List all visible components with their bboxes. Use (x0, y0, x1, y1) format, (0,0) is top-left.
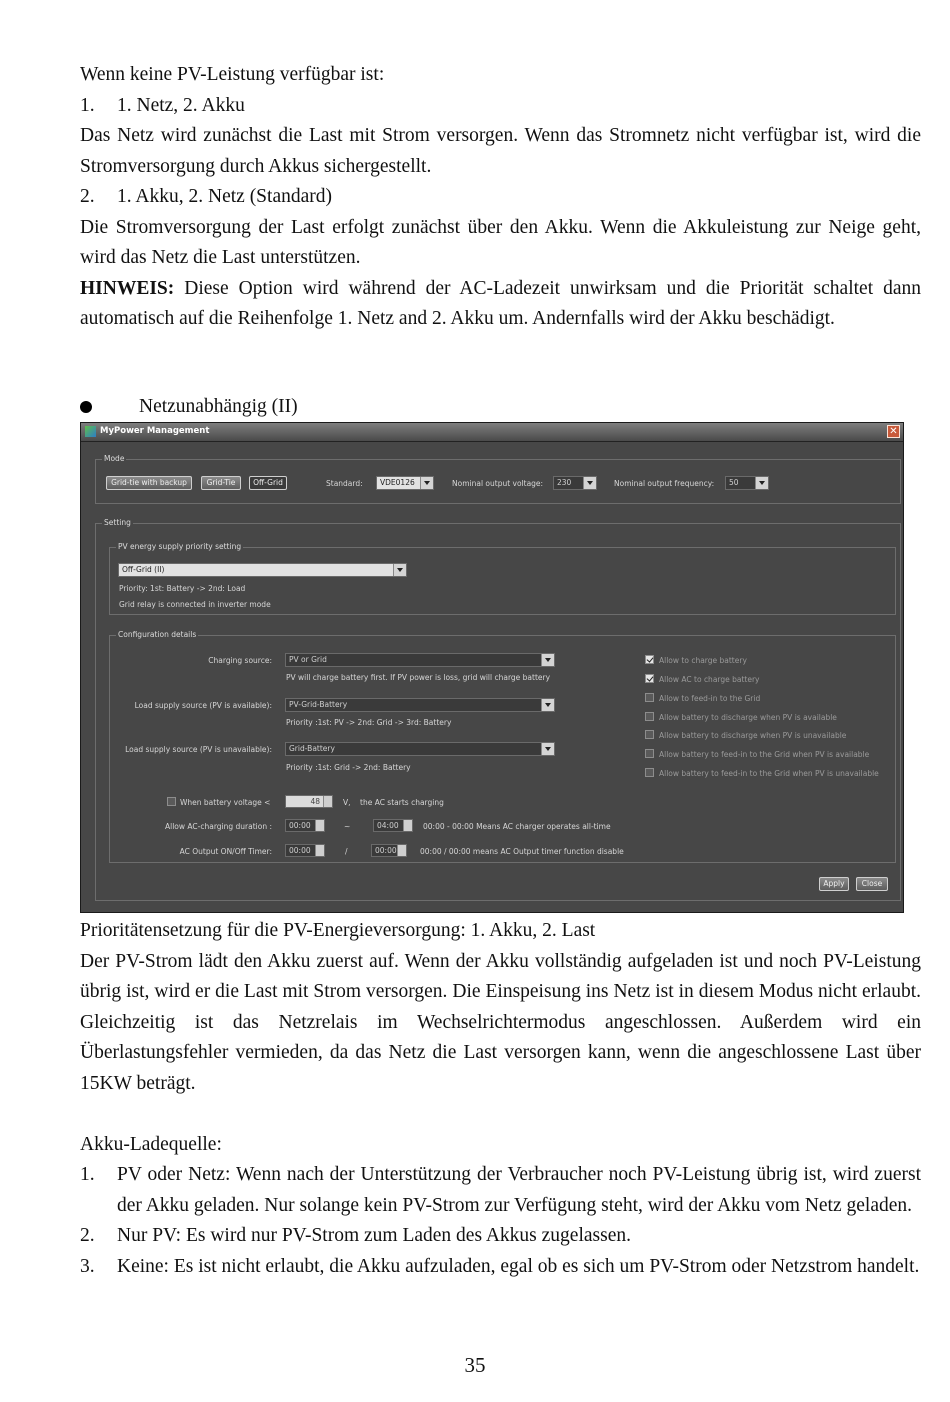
section-heading: Akku-Ladequelle: (80, 1133, 222, 1155)
bullet-label: Netzunabhängig (II) (139, 396, 298, 417)
timer-from-stepper[interactable] (285, 844, 325, 857)
paragraph: Prioritätensetzung für die PV-Energieversorgung: 1. Akku, 2. Last (80, 920, 596, 941)
intro-line: Wenn keine PV-Leistung verfügbar ist: (80, 64, 385, 85)
timer-from-value: 00:00 (289, 846, 311, 855)
battery-voltage-stepper[interactable] (285, 795, 333, 808)
ac-duration-to-stepper[interactable] (373, 819, 413, 832)
list-text: 1. Netz, 2. Akku (117, 94, 245, 116)
list-item (80, 182, 921, 213)
list-text: Nur PV: Es wird nur PV-Strom zum Laden des Akkus zugelassen. (117, 1225, 631, 1246)
list-number: 1. (80, 1164, 95, 1185)
list-number: 1. (80, 94, 95, 116)
timer-note: 00:00 / 00:00 means AC Output timer function disable (420, 847, 624, 856)
load-unavailable-note: Priority :1st: Grid -> 2nd: Battery (286, 763, 411, 772)
paragraph: Die Stromversorgung der Last erfolgt zunächst über den Akku. Wenn die Akkuleistung zur Neige geht, wird das Netz die Last unterstützen. (80, 216, 921, 268)
pv-priority-value: Off-Grid (II) (122, 565, 165, 574)
stepper-arrows-icon[interactable] (315, 845, 324, 856)
timer-to-value: 00:00 (375, 846, 397, 855)
voltage-value: 230 (557, 478, 572, 487)
timer-separator: / (345, 847, 348, 856)
chevron-down-icon (755, 477, 768, 489)
stepper-arrows-icon[interactable] (315, 820, 324, 831)
battery-voltage-label: When battery voltage < (180, 798, 271, 807)
checkbox-label: Allow battery to feed-in to the Grid when PV is available (659, 750, 870, 759)
list-number: 2. (80, 186, 95, 207)
page-number: 35 (464, 1353, 486, 1377)
battery-voltage-value: 48 (310, 797, 320, 806)
battery-voltage-unit: V, (343, 798, 351, 807)
list-text: PV oder Netz: Wenn nach der Unterstützung der Verbraucher noch PV-Leistung übrig ist, wird zuerst der Akku geladen. Nur solange kein PV-Strom zur Verfügung steht, wird der Akku vom Netz geladen. (117, 1164, 921, 1216)
ac-duration-from-stepper[interactable] (285, 819, 325, 832)
load-unavailable-select[interactable] (285, 742, 555, 756)
off-grid-button[interactable]: Off-Grid (249, 476, 287, 490)
spacer (80, 1099, 921, 1130)
list-text: 1. Akku, 2. Netz (Standard) (117, 186, 332, 207)
charging-source-select[interactable] (285, 653, 555, 667)
charging-source-value: PV or Grid (289, 655, 327, 664)
checkbox-battery-feed-pv-available[interactable] (645, 749, 654, 758)
chevron-down-icon (420, 477, 433, 489)
setting-legend: Setting (104, 518, 131, 527)
ac-duration-from-value: 00:00 (289, 821, 311, 830)
window-title: MyPower Management (100, 426, 210, 436)
checkbox-discharge-pv-available[interactable] (645, 712, 654, 721)
paragraph: Das Netz wird zunächst die Last mit Strom versorgen. Wenn das Stromnetz nicht verfügbar ist, wird die Stromversorgung durch Akkus sichergestellt. (80, 125, 921, 177)
stepper-arrows-icon[interactable] (403, 820, 412, 831)
load-unavailable-value: Grid-Battery (289, 744, 335, 753)
chevron-down-icon (541, 743, 554, 755)
stepper-arrows-icon[interactable] (323, 796, 332, 807)
chevron-down-icon (583, 477, 596, 489)
config-legend: Configuration details (118, 630, 197, 639)
load-available-note: Priority :1st: PV -> 2nd: Grid -> 3rd: Battery (286, 718, 452, 727)
list-item (80, 1221, 921, 1252)
checkbox-label: Allow battery to discharge when PV is available (659, 713, 837, 722)
list-item (80, 91, 921, 122)
chevron-down-icon (541, 654, 554, 666)
frequency-select[interactable] (725, 476, 769, 490)
note-paragraph (80, 274, 921, 335)
note-text: Diese Option wird während der AC-Ladezeit unwirksam und die Priorität schaltet dann automatisch auf die Reihenfolge 1. Netz and 2. Akku um. Andernfalls wird der Akku beschädigt. (80, 277, 921, 329)
checkbox-label: Allow AC to charge battery (659, 675, 760, 684)
load-unavailable-label: Load supply source (PV is unavailable): (125, 745, 272, 754)
ac-duration-to-value: 04:00 (377, 821, 399, 830)
checkbox-battery-feed-pv-unavailable[interactable] (645, 768, 654, 777)
list-text: Keine: Es ist nicht erlaubt, die Akku aufzuladen, egal ob es sich um PV-Strom oder Netzstrom handelt. (117, 1255, 920, 1277)
app-window-screenshot (80, 422, 904, 913)
bottom-section (80, 916, 921, 1282)
checkbox-label: Allow battery to discharge when PV is unavailable (659, 731, 847, 740)
pv-priority-line: Priority: 1st: Battery -> 2nd: Load (119, 584, 246, 593)
charging-source-note: PV will charge battery first. If PV power is loss, grid will charge battery (286, 673, 551, 682)
grid-tie-button[interactable]: Grid-Tie (201, 476, 241, 490)
list-number: 2. (80, 1225, 95, 1246)
pv-priority-legend: PV energy supply priority setting (118, 542, 242, 551)
chevron-down-icon (393, 564, 406, 576)
timer-to-stepper[interactable] (371, 844, 407, 857)
frequency-label: Nominal output frequency: (614, 479, 715, 488)
chevron-down-icon (541, 699, 554, 711)
close-button[interactable]: Close (856, 877, 888, 891)
list-item (80, 1252, 921, 1283)
ac-duration-label: Allow AC-charging duration : (165, 822, 272, 831)
voltage-select[interactable] (553, 476, 597, 490)
battery-voltage-note: the AC starts charging (360, 798, 444, 807)
voltage-label: Nominal output voltage: (452, 479, 544, 488)
load-available-value: PV-Grid-Battery (289, 700, 348, 709)
checkbox-allow-charge-battery[interactable] (645, 655, 654, 664)
ac-duration-note: 00:00 - 00:00 Means AC charger operates all-time (423, 822, 611, 831)
frequency-value: 50 (729, 478, 739, 487)
standard-select[interactable] (376, 476, 434, 490)
battery-voltage-checkbox[interactable] (167, 797, 176, 806)
apply-button[interactable]: Apply (819, 877, 849, 891)
checkbox-label: Allow to feed-in to the Grid (659, 694, 761, 703)
charging-source-label: Charging source: (208, 656, 272, 665)
list-number: 3. (80, 1255, 95, 1277)
top-section (80, 60, 921, 335)
app-logo-icon (85, 426, 96, 437)
checkbox-discharge-pv-unavailable[interactable] (645, 730, 654, 739)
ac-duration-separator: ~ (344, 822, 351, 831)
window-close-icon[interactable]: ✕ (887, 425, 900, 438)
paragraph: Der PV-Strom lädt den Akku zuerst auf. Wenn der Akku vollständig aufgeladen ist und noch PV-Leistung übrig ist, wird er die Last mit Strom versorgen. Die Einspeisung ins Netz ist in diesem Modus nicht erlaubt. Gleichzeitig ist das Netzrelais im Wechselrichtermodus angeschlossen. Außerdem wird ein Überlastungsfehler vermieden, da das Netz die Last versorgen kann, wenn die angeschlossene Last über 15KW beträgt. (80, 950, 921, 1094)
load-available-label: Load supply source (PV is available): (134, 701, 272, 710)
bullet-icon (80, 401, 92, 413)
checkbox-label: Allow to charge battery (659, 656, 747, 665)
grid-tie-backup-button[interactable]: Grid-tie with backup (106, 476, 192, 490)
pv-priority-select[interactable] (118, 563, 407, 577)
checkbox-feed-in-grid[interactable] (645, 693, 654, 702)
mode-legend: Mode (104, 454, 125, 463)
note-label: HINWEIS: (80, 277, 175, 299)
checkbox-allow-ac-charge[interactable] (645, 674, 654, 683)
standard-value: VDE0126 (380, 478, 415, 487)
window-titlebar[interactable] (81, 423, 903, 442)
pv-priority-line: Grid relay is connected in inverter mode (119, 600, 271, 609)
load-available-select[interactable] (285, 698, 555, 712)
standard-label: Standard: (326, 479, 363, 488)
list-item (80, 1160, 921, 1221)
stepper-arrows-icon[interactable] (397, 845, 406, 856)
timer-label: AC Output ON/Off Timer: (179, 847, 272, 856)
checkbox-label: Allow battery to feed-in to the Grid when PV is unavailable (659, 769, 879, 778)
